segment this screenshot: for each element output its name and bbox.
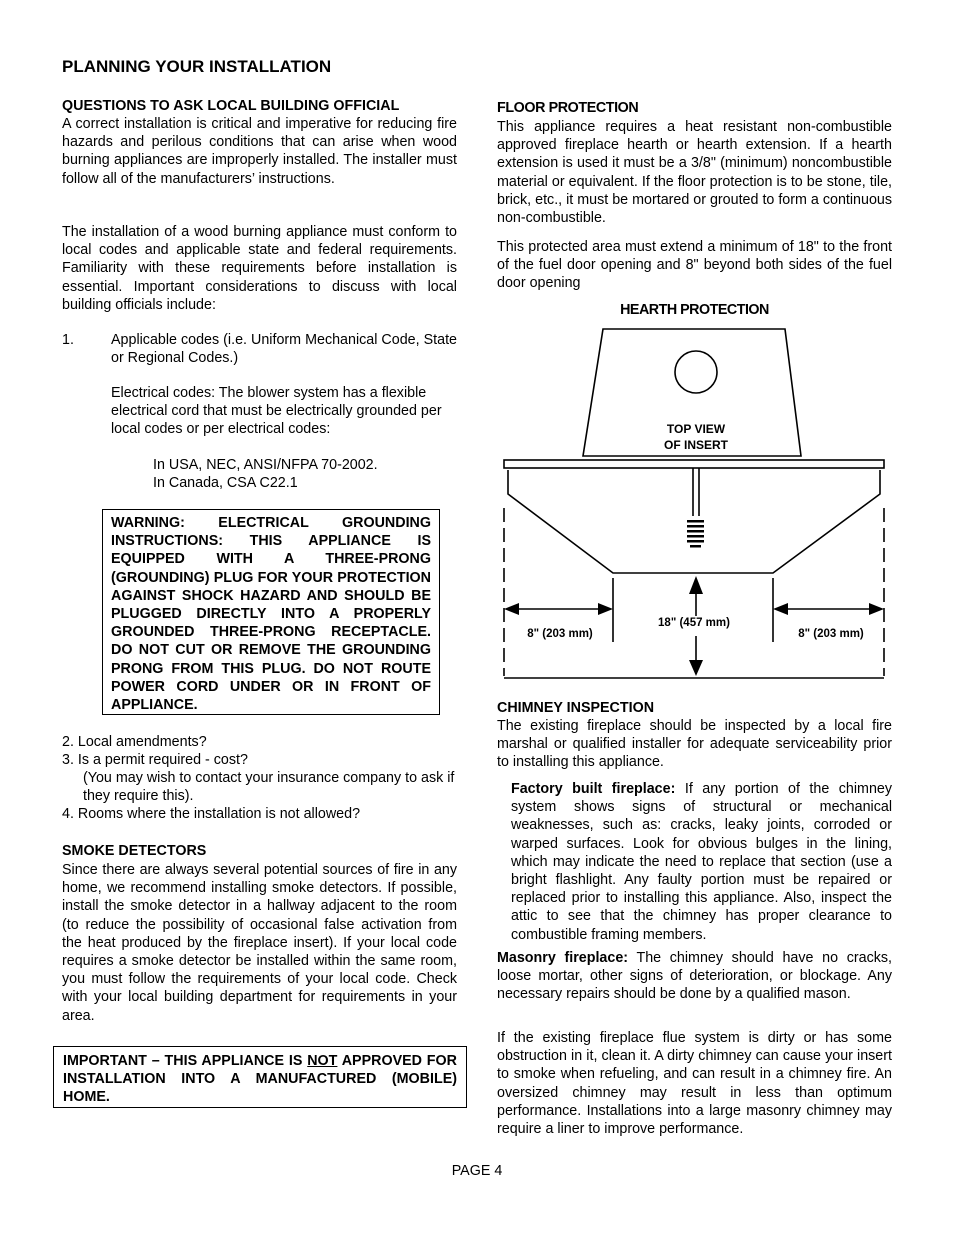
left-arrowhead-outer [504,603,519,615]
plug-prong-2 [687,525,704,528]
plug-prong-3 [687,530,704,533]
chimney-inspection-text: The existing fireplace should be inspected by a local fire marshal or qualified installer for adequate serviceability prior to installing this appliance. [497,718,892,771]
important-not-word: NOT [307,1053,338,1069]
page-number: PAGE 4 [451,1163,503,1179]
important-text-end: APPROVED FOR INSTALLATION INTO A MANUFACTURED (MOBILE) HOME. [63,1053,457,1106]
top-view-label-line-2: OF INSERT [663,438,728,452]
plug-prong-1 [687,520,704,523]
center-arrowhead-bottom [689,660,703,676]
right-dimension-label: 8" (203 mm) [798,628,864,640]
questions-paragraph-1: A correct installation is critical and imperative for reducing fire hazards and perilous conditions that can arise when wood burning appliances are improperly installed. The installer must follow all of the manufacturers’ instructions. [62,116,457,187]
masonry-fireplace-paragraph [497,949,892,1004]
smoke-detectors-heading: SMOKE DETECTORS [62,843,207,859]
center-arrowhead-top [689,576,703,594]
masonry-fireplace-text: The chimney should have no cracks, loose mortar, other signs of deterioration, or blockage. Any necessary repairs should be done by a qualified mason. [497,950,892,1003]
hearth-ledge [504,460,884,468]
important-text-start: IMPORTANT – THIS APPLIANCE IS [63,1053,308,1069]
list-item-number-1: 1. [62,332,74,348]
list-item-3-note: (You may wish to contact your insurance company to ask if they require this). [83,770,455,805]
plug-prong-6 [690,545,701,548]
factory-fireplace-text: If any portion of the chimney system shows signs of structural or mechanical weaknesses, such as: cracks, leaky joints, corroded or warped surfaces. Look for obvious bulges in the lining, which may indicate the need to replace that section (use a bright flashlight. Any faulty portion must be repaired or replaced prior to installing this appliance. Also, inspect the attic to see that the chimney has proper clearance to combustible framing members. [511,781,892,943]
plug-prong-4 [687,535,704,538]
center-dimension-label: 18" (457 mm) [658,617,730,629]
usa-code: In USA, NEC, ANSI/NFPA 70-2002. [153,457,378,473]
questions-paragraph-2: The installation of a wood burning appliance must conform to local codes and applicable state and federal requirements. Familiarity with these requirements before installation is essential. Important considerations to discuss with local building officials include: [62,224,457,313]
left-dimension-label: 8" (203 mm) [527,628,593,640]
factory-fireplace-paragraph [511,780,892,944]
top-view-label-line-1: TOP VIEW [666,422,726,436]
left-arrowhead-inner [598,603,613,615]
list-item-4: 4. Rooms where the installation is not allowed? [62,806,361,822]
flue-circle-icon [675,351,717,393]
right-arrowhead-outer [869,603,884,615]
page-title: PLANNING YOUR INSTALLATION [62,57,332,76]
important-box [53,1046,467,1108]
protected-area-text: This protected area must extend a minimum of 18" to the front of the fuel door opening and 8" beyond both sides of the fuel door opening [497,239,892,292]
list-item-3: 3. Is a permit required - cost? [62,752,248,768]
floor-protection-heading: FLOOR PROTECTION [497,100,639,116]
questions-heading: QUESTIONS TO ASK LOCAL BUILDING OFFICIAL [62,98,400,114]
floor-protection-text: This appliance requires a heat resistant non-combustible approved fireplace hearth or hearth extension. If a hearth extension is used it must be a 3/8" (minimum) noncombustible material or equivalent. If the floor protection is to be stone, tile, brick, etc., it must be mortared or grouted to form a continuous non-combustible. [497,119,892,227]
hearth-protection-title: HEARTH PROTECTION [620,302,769,318]
list-item-2: 2. Local amendments? [62,734,207,750]
warning-box [102,509,440,715]
list-item-1-text: Applicable codes (i.e. Uniform Mechanical Code, State or Regional Codes.) [111,332,457,367]
plug-prong-5 [687,540,704,543]
flue-system-text: If the existing fireplace flue system is dirty or has some obstruction in it, clean it. A dirty chimney can cause your insert to smoke when refueling, and can result in a chimney fire. An oversized chimney may result in less than optimum performance. Installations into a large masonry chimney may require a liner to improve performance. [497,1030,892,1138]
electrical-codes-text: Electrical codes: The blower system has a flexible electrical cord that must be electrically grounded per local codes or per electrical codes: [111,385,442,438]
right-arrowhead-inner [773,603,788,615]
chimney-inspection-heading: CHIMNEY INSPECTION [497,700,655,716]
factory-fireplace-label: Factory built fireplace: [511,781,676,797]
masonry-fireplace-label: Masonry fireplace: [497,950,629,966]
smoke-detectors-text: Since there are always several potential sources of fire in any home, we recommend installing smoke detectors. If possible, install the smoke detector in a hallway adjacent to the room (to reduce the possibility of occasional false activation from the heat produced by the fireplace insert). If your local code requires a smoke detector be installed within the same room, you must follow the requirements of your local code. Check with your local building department for requirements in your area. [62,862,457,1024]
warning-text: WARNING: ELECTRICAL GROUNDING INSTRUCTIONS: THIS APPLIANCE IS EQUIPPED WITH A THREE-PRONG (GROUNDING) PLUG FOR YOUR PROTECTION AGAINST SHOCK HAZARD AND SHOULD BE PLUGGED DIRECTLY INTO A PROPERLY GROUNDED THREE-PRONG RECEPTACLE. DO NOT CUT OR REMOVE THE GROUNDING PRONG FROM THIS PLUG. DO NOT ROUTE POWER CORD UNDER OR IN FRONT OF APPLIANCE. [111,515,431,714]
canada-code: In Canada, CSA C22.1 [153,475,298,491]
